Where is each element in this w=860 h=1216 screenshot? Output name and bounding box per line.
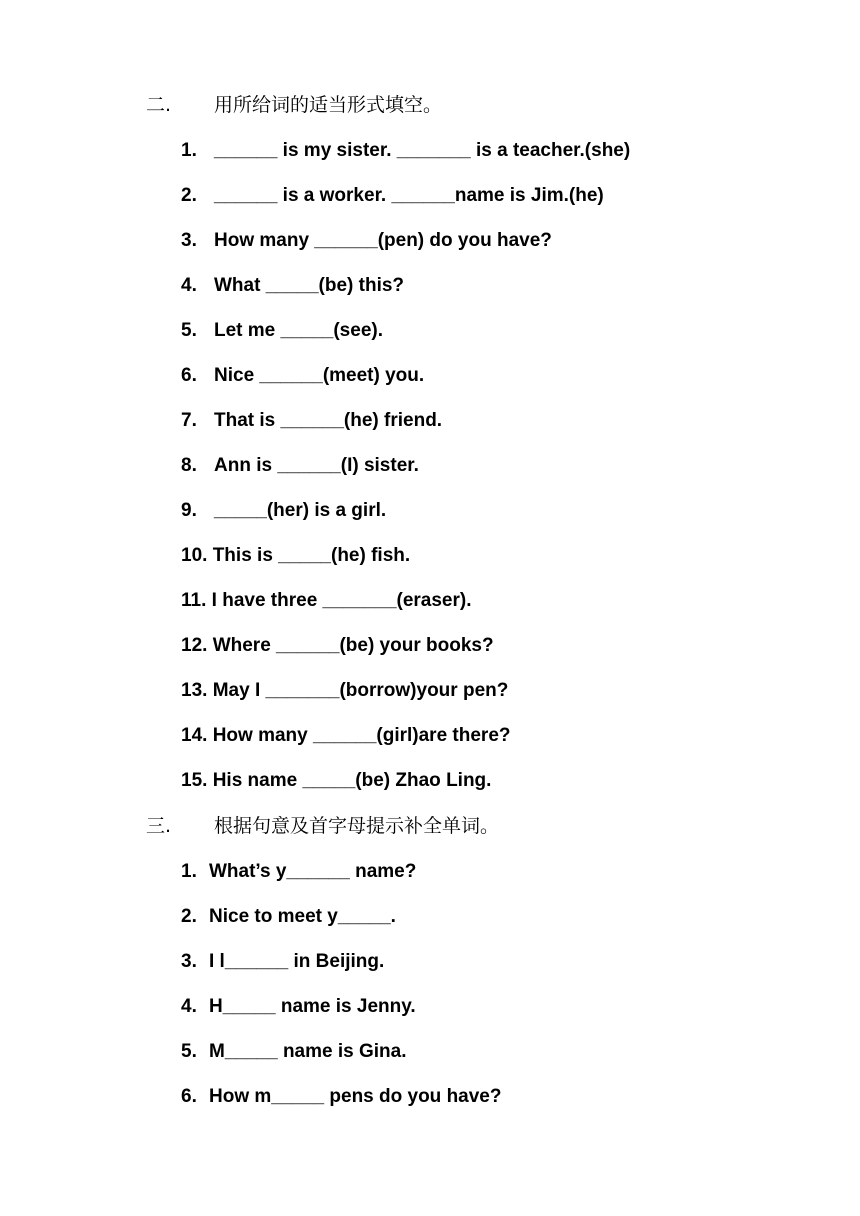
exercise-item <box>181 679 508 703</box>
item-text: _____(her) is a girl. <box>214 500 387 521</box>
section-2-title: 用所给词的适当形式填空。 <box>214 94 443 116</box>
exercise-item <box>181 139 630 163</box>
exercise-item <box>181 499 386 523</box>
section-2-heading <box>146 93 442 117</box>
item-number: 8. <box>181 455 197 476</box>
item-number: 10. <box>181 545 208 566</box>
item-text: ______ is my sister. _______ is a teacher.(she) <box>214 140 631 161</box>
exercise-item <box>181 950 384 974</box>
item-number: 5. <box>181 320 197 341</box>
exercise-item <box>181 1085 501 1109</box>
item-number: 2. <box>181 185 197 206</box>
item-number: 13. <box>181 680 208 701</box>
exercise-item <box>181 454 419 478</box>
exercise-item <box>181 769 491 793</box>
item-text: Nice to meet y_____. <box>209 906 396 927</box>
item-number: 14. <box>181 725 208 746</box>
item-text: This is _____(he) fish. <box>212 545 411 566</box>
exercise-item <box>181 274 404 298</box>
item-number: 6. <box>181 1086 197 1107</box>
exercise-item <box>181 634 494 658</box>
exercise-item <box>181 409 442 433</box>
item-text: How many ______(girl)are there? <box>212 725 511 746</box>
item-text: H_____ name is Jenny. <box>209 996 416 1017</box>
exercise-item <box>181 1040 407 1064</box>
item-number: 4. <box>181 275 197 296</box>
item-text: Let me _____(see). <box>214 320 383 341</box>
exercise-item <box>181 905 396 929</box>
item-text: That is ______(he) friend. <box>214 410 443 431</box>
item-text: How m_____ pens do you have? <box>209 1086 502 1107</box>
exercise-item <box>181 184 604 208</box>
exercise-item <box>181 319 383 343</box>
item-number: 1. <box>181 861 197 882</box>
section-3-title: 根据句意及首字母提示补全单词。 <box>214 815 500 837</box>
exercise-item <box>181 364 424 388</box>
exercise-item <box>181 544 410 568</box>
item-text: I l______ in Beijing. <box>209 951 385 972</box>
item-text: What _____(be) this? <box>214 275 405 296</box>
item-number: 15. <box>181 770 208 791</box>
item-text: I have three _______(eraser). <box>211 590 472 611</box>
item-number: 3. <box>181 230 197 251</box>
exercise-item <box>181 589 472 613</box>
item-text: May I _______(borrow)your pen? <box>212 680 509 701</box>
item-text: How many ______(pen) do you have? <box>214 230 552 251</box>
item-number: 5. <box>181 1041 197 1062</box>
item-number: 1. <box>181 140 197 161</box>
item-number: 3. <box>181 951 197 972</box>
exercise-item <box>181 724 511 748</box>
item-number: 2. <box>181 906 197 927</box>
section-3-number: 三. <box>146 815 172 837</box>
exercise-item <box>181 860 416 884</box>
item-number: 9. <box>181 500 197 521</box>
item-number: 12. <box>181 635 208 656</box>
item-text: M_____ name is Gina. <box>209 1041 407 1062</box>
item-text: Nice ______(meet) you. <box>214 365 425 386</box>
exercise-item <box>181 995 416 1019</box>
item-text: What’s y______ name? <box>209 861 417 882</box>
item-text: Where ______(be) your books? <box>212 635 494 656</box>
item-number: 7. <box>181 410 197 431</box>
item-number: 11. <box>181 590 207 611</box>
exercise-item <box>181 229 552 253</box>
section-3-heading <box>146 814 499 838</box>
item-number: 6. <box>181 365 197 386</box>
item-number: 4. <box>181 996 197 1017</box>
section-2-number: 二. <box>146 94 172 116</box>
item-text: Ann is ______(I) sister. <box>214 455 419 476</box>
item-text: His name _____(be) Zhao Ling. <box>212 770 492 791</box>
item-text: ______ is a worker. ______name is Jim.(he) <box>214 185 604 206</box>
